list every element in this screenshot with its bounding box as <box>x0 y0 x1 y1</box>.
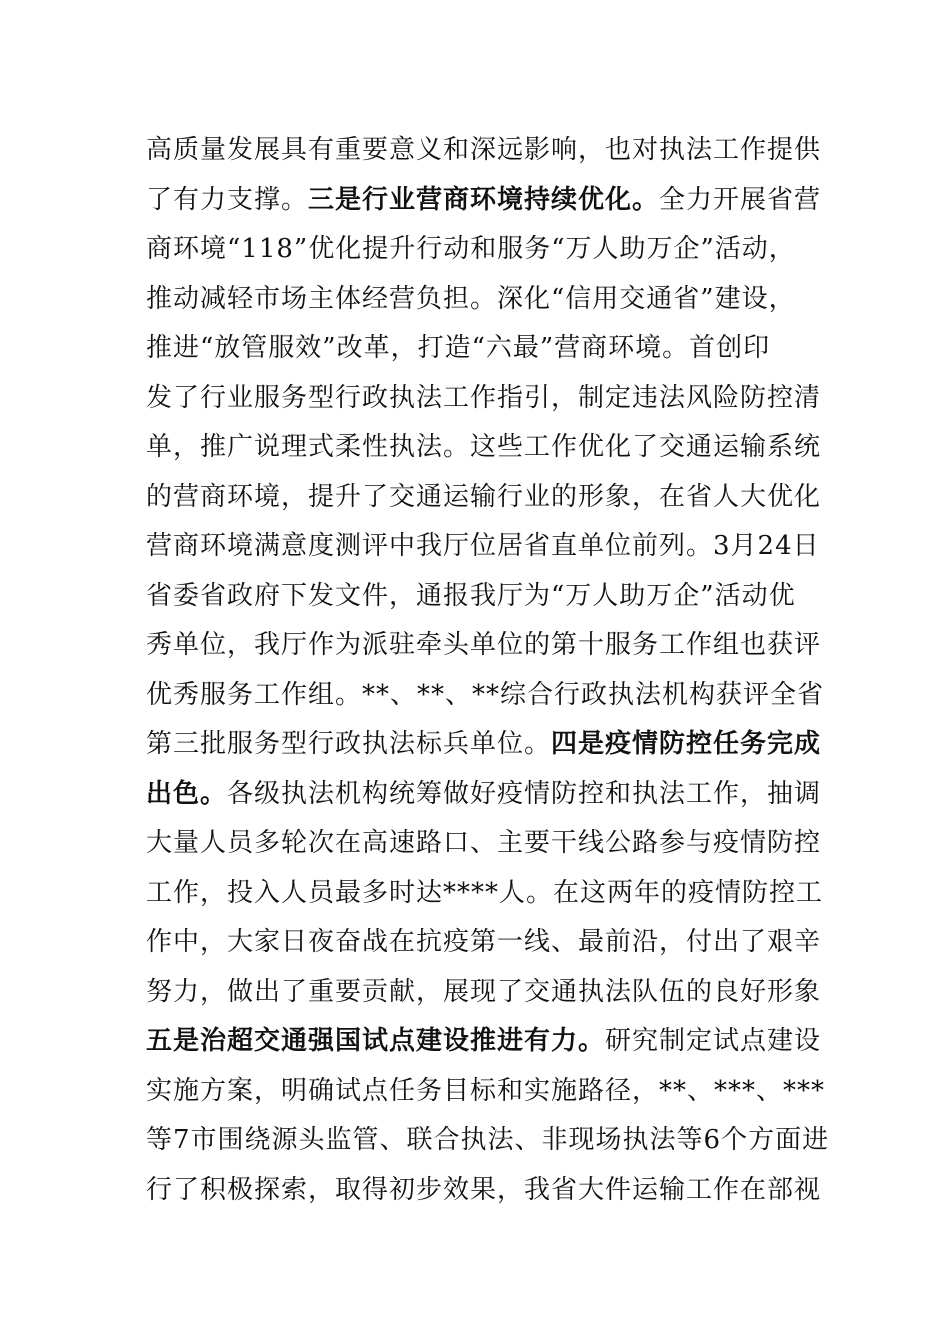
body-text-segment: 行了积极探索，取得初步效果，我省大件运输工作在部视 <box>146 1174 822 1205</box>
bold-heading-text: 五是治超交通强国试点建设推进有力。 <box>146 1026 606 1056</box>
body-text-segment: 了有力支撑。 <box>146 184 309 215</box>
body-text-segment: 的营商环境，提升了交通运输行业的形象，在省人大优化 <box>146 481 822 512</box>
body-text-segment: 各级执法机构统筹做好疫情防控和执法工作，抽调 <box>227 778 822 809</box>
text-line <box>146 918 822 968</box>
body-text-segment: 单，推广说理式柔性执法。这些工作优化了交通运输系统 <box>146 432 822 462</box>
bold-heading-text: 出色。 <box>146 778 228 809</box>
body-text-segment: 省委省政府下发文件，通报我厅为“万人助万企”活动优 <box>146 580 796 611</box>
text-line <box>146 473 822 523</box>
text-line <box>146 819 822 869</box>
body-text-segment: 作中，大家日夜奋战在抗疫第一线、最前沿，付出了艰辛 <box>146 927 822 957</box>
body-text-segment: 第三批服务型行政执法标兵单位。 <box>146 729 552 759</box>
body-text-segment: 推进“放管服效”改革，打造“六最”营商环境。首创印 <box>146 333 771 363</box>
body-text-segment: 发了行业服务型行政执法工作指引，制定违法风险防控清 <box>146 382 822 413</box>
text-line <box>146 374 822 424</box>
body-text-segment: 优秀服务工作组。**、**、**综合行政执法机构获评全省 <box>146 679 825 710</box>
text-line <box>146 968 822 1018</box>
bold-heading-text: 三是行业营商环境持续优化。 <box>308 184 660 215</box>
text-line <box>146 1017 822 1067</box>
body-text-segment: 推动减轻市场主体经营负担。深化“信用交通省”建设， <box>146 283 796 314</box>
text-line <box>146 572 806 622</box>
text-line <box>146 176 822 226</box>
body-text-segment: 研究制定试点建设 <box>605 1026 822 1056</box>
text-line <box>146 770 822 820</box>
text-line <box>146 423 822 473</box>
text-line <box>146 1116 830 1166</box>
text-line <box>146 324 806 374</box>
text-line <box>146 522 820 572</box>
body-text <box>146 126 830 1215</box>
body-text-segment: 努力，做出了重要贡献，展现了交通执法队伍的良好形象 <box>146 976 822 1007</box>
text-line <box>146 1166 822 1216</box>
text-line <box>146 225 806 275</box>
body-text-segment: 商环境“118”优化提升行动和服务“万人助万企”活动， <box>146 234 796 264</box>
text-line <box>146 720 822 770</box>
body-text-segment: 秀单位，我厅作为派驻牵头单位的第十服务工作组也获评 <box>146 630 822 660</box>
body-text-segment: 等7市围绕源头监管、联合执法、非现场执法等6个方面进 <box>146 1125 830 1155</box>
body-text-segment: 高质量发展具有重要意义和深远影响，也对执法工作提供 <box>146 135 822 165</box>
body-text-segment: 大量人员多轮次在高速路口、主要干线公路参与疫情防控 <box>146 828 822 858</box>
text-line <box>146 1067 826 1117</box>
text-line <box>146 621 822 671</box>
text-line <box>146 275 806 325</box>
text-line <box>146 126 822 176</box>
bold-heading-text: 四是疫情防控任务完成 <box>551 729 822 759</box>
body-text-segment: 全力开展省营 <box>659 184 822 215</box>
text-line <box>146 671 825 721</box>
body-text-segment: 营商环境满意度测评中我厅位居省直单位前列。3月24日 <box>146 531 820 561</box>
text-line <box>146 869 824 919</box>
body-text-segment: 工作，投入人员最多时达****人。在这两年的疫情防控工 <box>146 877 824 908</box>
body-text-segment: 实施方案，明确试点任务目标和实施路径，**、***、*** <box>146 1075 826 1106</box>
